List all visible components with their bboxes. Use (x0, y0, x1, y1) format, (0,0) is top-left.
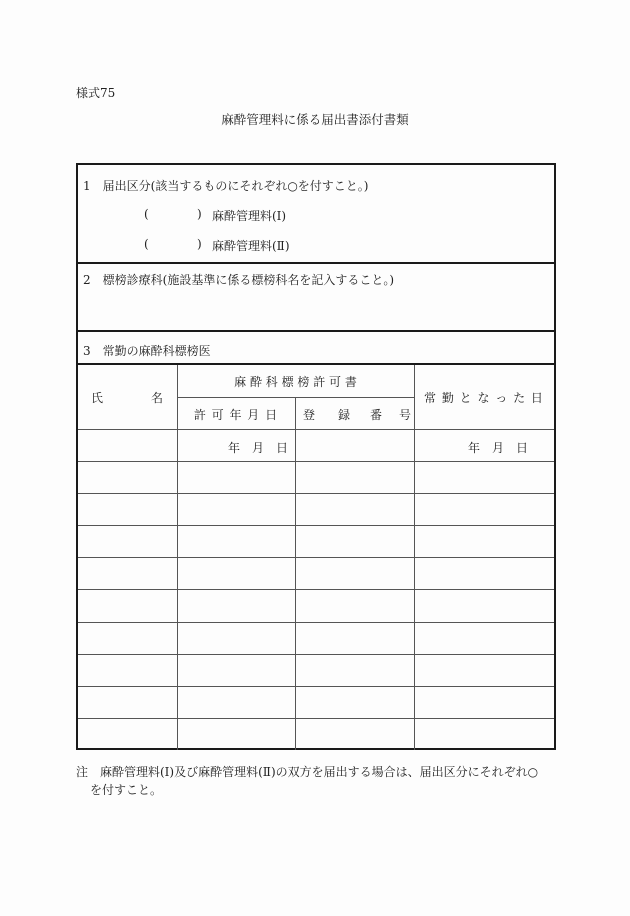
header-license: 麻 酔 科 標 榜 許 可 書 (234, 375, 357, 389)
header-name-1: 氏 (91, 391, 104, 405)
header-reg-4: 号 (399, 408, 412, 422)
row-divider (78, 493, 554, 494)
row-divider (78, 525, 554, 526)
option2-open-paren: ( (144, 237, 149, 251)
footnote-line1: 注 麻酔管理料(Ⅰ)及び麻酔管理料(Ⅱ)の双方を届出する場合は、届出区分にそれぞれ○ (76, 765, 539, 779)
subheader-divider (177, 397, 414, 398)
section2-heading: 2 標榜診療科(施設基準に係る標榜科名を記入すること。) (83, 273, 395, 287)
row-divider (78, 557, 554, 558)
option2-close-paren: ) (197, 237, 202, 251)
fulltime-date-placeholder: 年 月 日 (468, 441, 529, 455)
row-divider (78, 429, 554, 430)
section1-heading: 1 届出区分(該当するものにそれぞれ○を付すこと。) (83, 179, 369, 193)
option1-label: 麻酔管理料(Ⅰ) (212, 209, 287, 223)
option1-open-paren: ( (144, 207, 149, 221)
row-divider (78, 686, 554, 687)
document-title: 麻酔管理料に係る届出書添付書類 (221, 112, 409, 127)
footnote-line2: を付すこと。 (90, 783, 163, 797)
header-reg-3: 番 (370, 408, 383, 422)
row-divider (78, 654, 554, 655)
divider (78, 330, 554, 332)
header-license-date: 許 可 年 月 日 (193, 408, 279, 422)
form-number: 様式75 (76, 86, 116, 100)
option2-label: 麻酔管理料(Ⅱ) (212, 239, 290, 253)
row-divider (78, 461, 554, 462)
license-date-placeholder: 年 月 日 (228, 441, 289, 455)
divider (78, 363, 554, 365)
header-reg-2: 録 (338, 408, 351, 422)
header-fulltime-date: 常 勤 と な っ た 日 (424, 391, 544, 405)
row-divider (78, 622, 554, 623)
row-divider (78, 718, 554, 719)
col-divider (295, 397, 296, 750)
form-table (76, 163, 556, 750)
divider (78, 262, 554, 264)
section3-heading: 3 常勤の麻酔科標榜医 (83, 344, 211, 358)
header-name-2: 名 (151, 391, 164, 405)
row-divider (78, 589, 554, 590)
option1-close-paren: ) (197, 207, 202, 221)
header-reg-1: 登 (303, 408, 316, 422)
